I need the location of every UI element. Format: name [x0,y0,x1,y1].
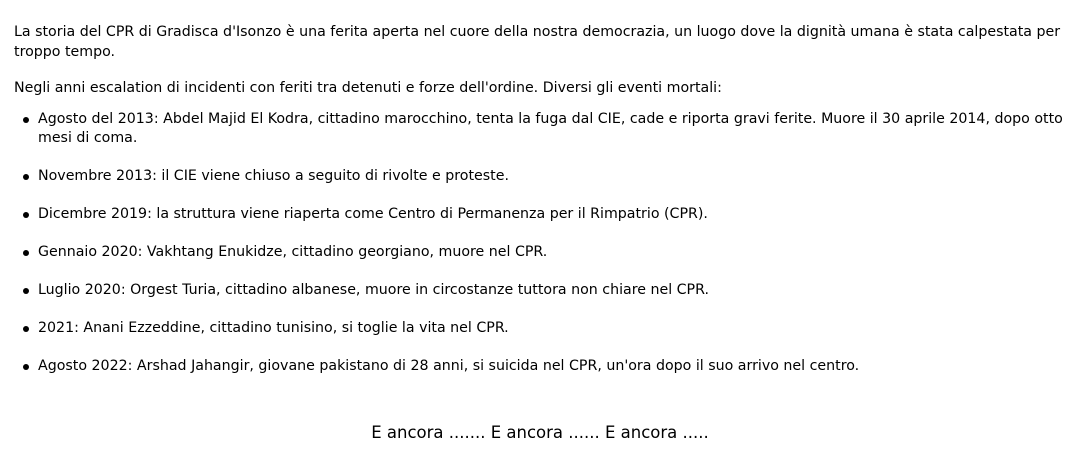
closing-line: E ancora ....... E ancora ...... E ancora ..... [371,423,709,442]
list-item [14,205,1070,224]
list-item [14,357,1070,376]
bullet-icon [23,117,29,123]
list-item-text: Gennaio 2020: Vakhtang Enukidze, cittadino georgiano, muore nel CPR. [38,244,548,260]
bullet-icon [23,250,29,256]
list-item [14,243,1070,262]
list-item-text: Agosto del 2013: Abdel Majid El Kodra, cittadino marocchino, tenta la fuga dal CIE, cade e riporta gravi ferite. Muore il 30 aprile 2014, dopo otto mesi di coma. [38,111,1063,146]
list-item-text: Dicembre 2019: la struttura viene riaperta come Centro di Permanenza per il Rimpatrio (CPR). [38,206,708,222]
bullet-icon [23,364,29,370]
list-item-text: Agosto 2022: Arshad Jahangir, giovane pakistano di 28 anni, si suicida nel CPR, un'ora dopo il suo arrivo nel centro. [38,358,860,374]
list-item-text: 2021: Anani Ezzeddine, cittadino tunisino, si toglie la vita nel CPR. [38,320,509,336]
lead-paragraph: Negli anni escalation di incidenti con feriti tra detenuti e forze dell'ordine. Diversi gli eventi mortali: [14,80,722,96]
bullet-icon [23,326,29,332]
list-item-text: Luglio 2020: Orgest Turia, cittadino albanese, muore in circostanze tuttora non chiare nel CPR. [38,282,709,298]
list-item [14,167,1070,186]
intro-paragraph: La storia del CPR di Gradisca d'Isonzo è una ferita aperta nel cuore della nostra democrazia, un luogo dove la dignità umana è stata calpestata per troppo tempo. [14,24,1061,60]
list-item-text: Novembre 2013: il CIE viene chiuso a seguito di rivolte e proteste. [38,168,509,184]
bullet-icon [23,288,29,294]
list-item [14,319,1070,338]
bullet-icon [23,174,29,180]
bullet-icon [23,212,29,218]
list-item [14,110,1070,148]
document-body [14,22,1070,395]
list-item [14,281,1070,300]
events-list [14,110,1070,376]
